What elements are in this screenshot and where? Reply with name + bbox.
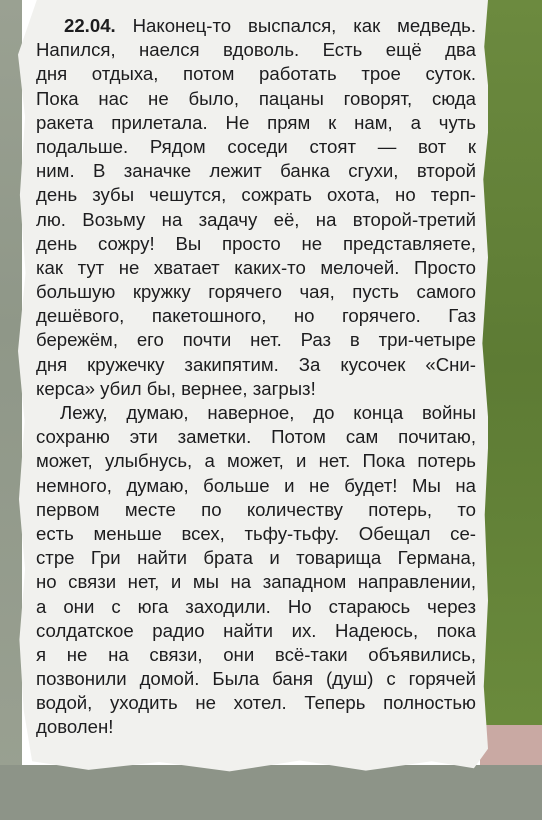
background-left-edge: [0, 0, 22, 820]
text-line: 22.04. Наконец-то выспался, как медведь.: [64, 15, 476, 36]
text-line: доволен!: [36, 716, 114, 738]
text-line: большую кружку горячего чая, пусть самого: [36, 281, 476, 303]
text-line: дня кружечку закипятим. За кусочек «Сни-: [36, 353, 476, 375]
text-line: день сожру! Вы просто не представляете,: [36, 232, 476, 254]
text-line: стре Гри найти брата и товарища Германа,: [36, 547, 476, 569]
text-line: водой, уходить не хотел. Теперь полностью: [36, 692, 476, 714]
text-line: может, улыбнусь, а может, и нет. Пока потерь: [36, 450, 476, 472]
text-line: подальше. Рядом соседи стоят — вот к: [36, 135, 476, 157]
text-line: есть меньше всех, тьфу-тьфу. Обещал се-: [36, 522, 476, 544]
text-line: солдатское радио найти их. Надеюсь, пока: [36, 619, 476, 641]
text-line: лю. Возьму на задачу её, на второй-третий: [36, 208, 476, 230]
diary-entry: [36, 14, 476, 740]
text-line: Лежу, думаю, наверное, до конца войны: [60, 402, 476, 423]
text-line: дня отдыха, потом работать трое суток.: [36, 63, 476, 85]
text-line: а они с юга заходили. Но стараюсь через: [36, 595, 476, 617]
text-line: Напился, наелся вдоволь. Есть ещё два: [36, 39, 476, 61]
text-line: немного, думаю, больше и не будет! Мы на: [36, 474, 476, 496]
entry-date: 22.04.: [64, 15, 116, 36]
text-line: керса» убил бы, вернее, загрыз!: [36, 377, 316, 399]
text-line: Пока нас не было, пацаны говорят, сюда: [36, 87, 476, 109]
text-line: день зубы чешутся, сожрать охота, но терп-: [36, 184, 476, 206]
text-line: я не на связи, они всё-таки объявились,: [36, 643, 476, 665]
text-line: но связи нет, и мы на западном направлении,: [36, 571, 476, 593]
text-line: ним. В заначке лежит банка сгухи, второй: [36, 160, 476, 182]
text-line: дешёвого, пакетошного, но горячего. Газ: [36, 305, 476, 327]
text-line: сохраню эти заметки. Потом сам почитаю,: [36, 426, 476, 448]
background-right-green: [480, 0, 542, 725]
text-line: ракета прилетала. Не прям к нам, а чуть: [36, 111, 476, 133]
text-line: первом месте по количеству потерь, то: [36, 498, 476, 520]
background-bottom: [0, 765, 542, 820]
text-line: бережём, его почти нет. Раз в три-четыре: [36, 329, 476, 351]
text-line: как тут не хватает каких-то мелочей. Просто: [36, 256, 476, 278]
text-line: позвонили домой. Была баня (душ) с горячей: [36, 668, 476, 690]
